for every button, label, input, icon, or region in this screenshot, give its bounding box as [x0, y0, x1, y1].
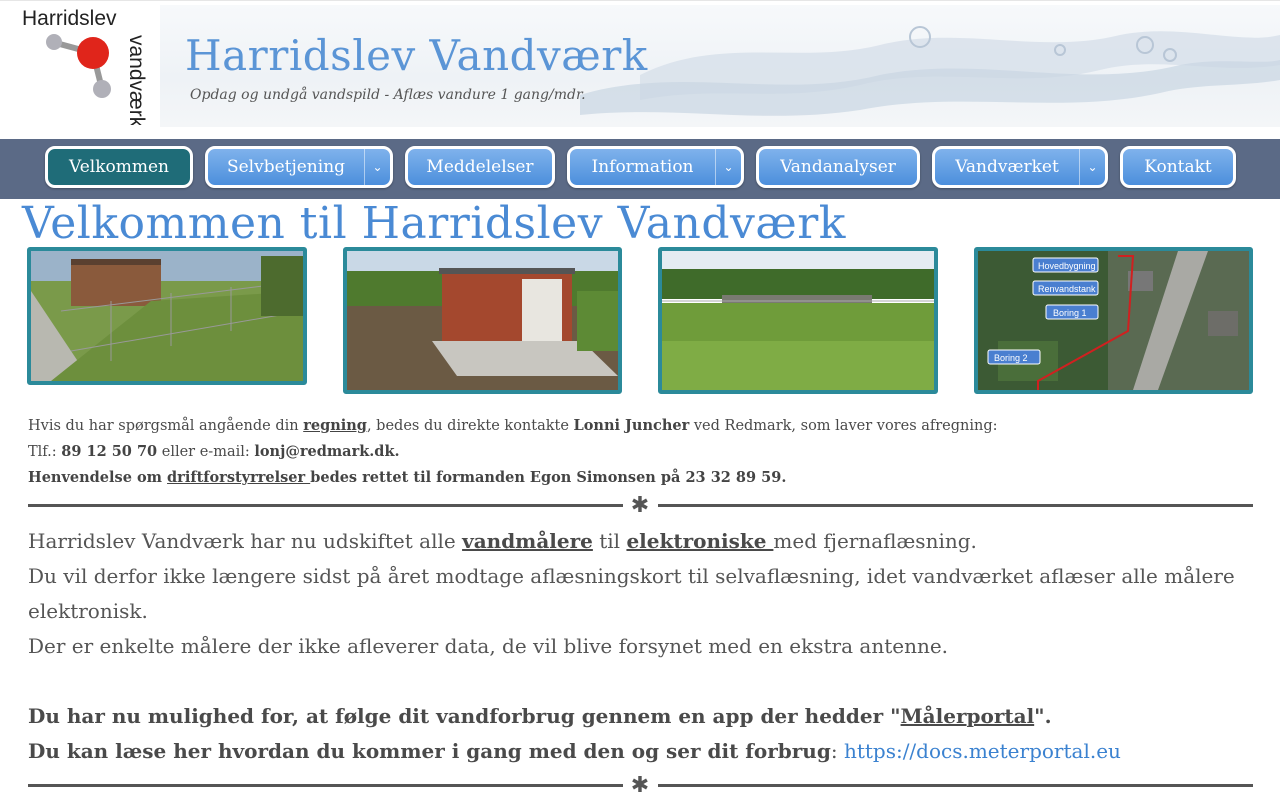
phone-number: 89 12 50 70	[61, 443, 158, 460]
text: med fjernaflæsning.	[773, 529, 977, 553]
nav-label: Velkommen	[69, 157, 169, 177]
nav-item-selvbetjening[interactable]	[205, 146, 393, 188]
spacer	[28, 664, 1258, 699]
svg-text:Boring 1: Boring 1	[1053, 308, 1087, 318]
main-content	[28, 524, 1258, 769]
contact-line-2	[28, 439, 1258, 465]
svg-text:Renvandstank: Renvandstank	[1038, 284, 1096, 294]
text: :	[830, 739, 844, 763]
elektroniske-link[interactable]: elektroniske	[626, 529, 774, 553]
text: Hvis du har spørgsmål angående din	[28, 418, 304, 434]
contact-person-name: Lonni Juncher	[573, 417, 690, 434]
paragraph-2: Du vil derfor ikke længere sidst på året modtage aflæsningskort til selvaflæsning, idet vandværket aflæser alle målere elektronisk.	[28, 564, 1235, 623]
text: ved Redmark, som laver vores afregning:	[689, 418, 998, 434]
contact-info	[28, 413, 1258, 491]
svg-text:vandværk: vandværk	[125, 35, 148, 125]
maalerportal-link[interactable]: Målerportal	[900, 704, 1035, 728]
photo-waterworks-fence[interactable]	[27, 247, 307, 385]
page-title: Velkommen til Harridslev Vandværk	[22, 198, 846, 249]
nav-item-vandanalyser[interactable]	[756, 146, 920, 188]
chevron-down-icon[interactable]: ⌄	[364, 149, 390, 185]
text: , bedes du direkte kontakte	[366, 418, 574, 434]
site-header	[0, 0, 1280, 138]
molecule-logo-icon	[18, 5, 148, 125]
text: Harridslev Vandværk har nu udskiftet alle	[28, 529, 463, 553]
svg-text:Hovedbygning: Hovedbygning	[1038, 261, 1096, 271]
nav-label: Selvbetjening	[226, 157, 346, 177]
photo-image	[662, 251, 934, 390]
nav-label: Vandværket	[955, 157, 1059, 177]
photo-pump-house[interactable]	[343, 247, 622, 394]
email-address[interactable]: lonj@redmark.dk.	[254, 443, 400, 460]
paragraph-5	[28, 734, 1258, 769]
nav-item-information[interactable]	[567, 146, 744, 188]
asterisk-icon: ✱	[630, 493, 650, 518]
nav-item-vandvaerket[interactable]	[932, 146, 1108, 188]
main-navigation	[0, 139, 1280, 199]
section-divider	[28, 773, 1253, 798]
site-subtitle: Opdag og undgå vandspild - Aflæs vandure 1 gang/mdr.	[190, 87, 586, 103]
site-title[interactable]: Harridslev Vandværk	[185, 31, 648, 80]
text: Tlf.:	[28, 444, 62, 460]
nav-label: Vandanalyser	[780, 157, 896, 177]
text: til	[592, 529, 627, 553]
photo-aerial-map[interactable]	[974, 247, 1253, 394]
text: eller e-mail:	[157, 444, 255, 460]
chevron-down-icon[interactable]: ⌄	[1079, 149, 1105, 185]
svg-text:Boring 2: Boring 2	[994, 353, 1028, 363]
site-logo[interactable]	[18, 5, 148, 125]
nav-label: Information	[591, 157, 694, 177]
vandmaalere-link[interactable]: vandmålere	[462, 529, 593, 553]
paragraph-4	[28, 699, 1258, 734]
text: Henvendelse om	[28, 469, 168, 486]
section-divider	[28, 493, 1253, 518]
driftforstyrrelser-link[interactable]: driftforstyrrelser	[167, 469, 311, 486]
text: ".	[1034, 704, 1052, 728]
photo-image	[347, 251, 618, 390]
photo-reservoir-lawn[interactable]	[658, 247, 938, 394]
photo-image	[31, 251, 303, 381]
regning-link[interactable]: regning	[303, 417, 367, 434]
contact-line-3	[28, 465, 1258, 491]
nav-item-velkommen[interactable]	[45, 146, 193, 188]
photo-image	[978, 251, 1249, 390]
meterportal-url-link[interactable]: https://docs.meterportal.eu	[843, 739, 1121, 763]
text: bedes rettet til formanden Egon Simonsen på 23 32 89 59.	[310, 469, 787, 486]
text: Du har nu mulighed for, at følge dit vandforbrug gennem en app der hedder "	[28, 704, 901, 728]
nav-label: Kontakt	[1144, 157, 1212, 177]
nav-item-meddelelser[interactable]	[405, 146, 555, 188]
paragraph-3: Der er enkelte målere der ikke afleverer data, de vil blive forsynet med en ekstra antenne.	[28, 634, 949, 658]
paragraph-1	[28, 524, 1258, 559]
chevron-down-icon[interactable]: ⌄	[715, 149, 741, 185]
asterisk-icon: ✱	[630, 773, 650, 798]
contact-line-1	[28, 413, 1258, 439]
nav-item-kontakt[interactable]	[1120, 146, 1236, 188]
svg-text:Harridslev: Harridslev	[22, 7, 117, 30]
text: Du kan læse her hvordan du kommer i gang med den og ser dit forbrug	[28, 739, 831, 763]
nav-label: Meddelelser	[426, 157, 534, 177]
